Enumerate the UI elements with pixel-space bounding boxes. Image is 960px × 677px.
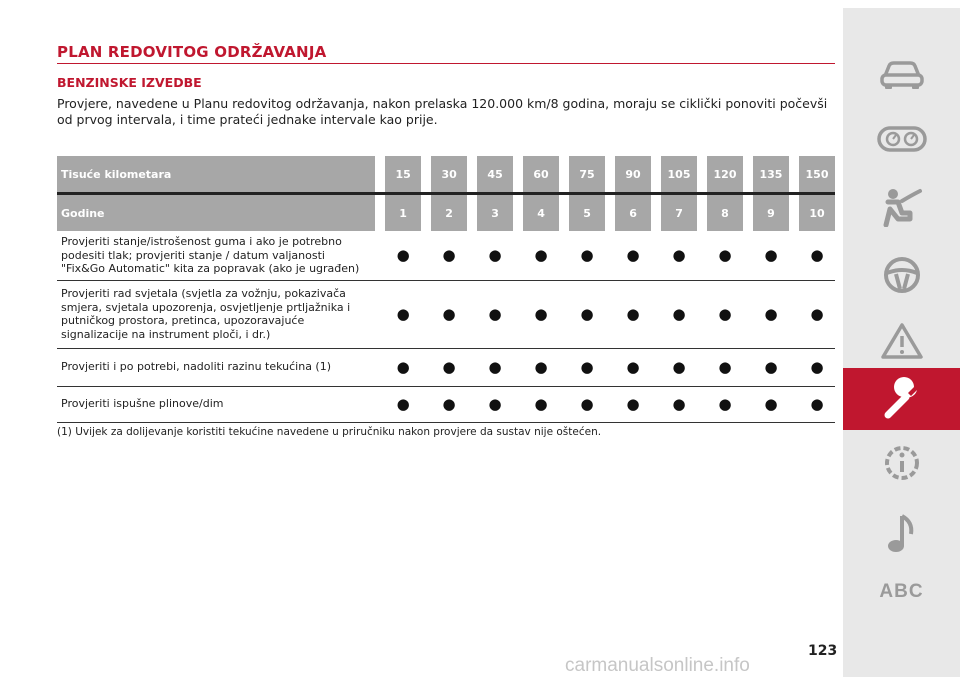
check-mark: ● bbox=[799, 280, 835, 348]
column-gap bbox=[421, 280, 431, 348]
column-gap bbox=[375, 231, 385, 280]
column-gap bbox=[743, 231, 753, 280]
check-mark: ● bbox=[753, 386, 789, 422]
column-gap bbox=[513, 156, 523, 194]
check-mark: ● bbox=[431, 386, 467, 422]
column-gap bbox=[559, 348, 569, 386]
sidebar-item-technical-data[interactable] bbox=[843, 432, 960, 494]
check-mark: ● bbox=[661, 231, 697, 280]
check-mark: ● bbox=[477, 280, 513, 348]
check-mark: ● bbox=[431, 231, 467, 280]
years-header-row-cell: 8 bbox=[707, 194, 743, 232]
check-mark: ● bbox=[615, 348, 651, 386]
watermark: carmanualsonline.info bbox=[565, 655, 750, 676]
column-gap bbox=[559, 386, 569, 422]
column-gap bbox=[697, 348, 707, 386]
music-note-icon bbox=[885, 512, 919, 554]
check-mark: ● bbox=[753, 280, 789, 348]
check-mark: ● bbox=[707, 348, 743, 386]
check-mark: ● bbox=[707, 231, 743, 280]
years-header-row-cell: 2 bbox=[431, 194, 467, 232]
column-gap bbox=[697, 156, 707, 194]
check-mark: ● bbox=[661, 348, 697, 386]
km-header-row-cell: 15 bbox=[385, 156, 421, 194]
years-header-row-label: Godine bbox=[57, 194, 375, 232]
column-gap bbox=[789, 194, 799, 232]
index-label: ABC bbox=[879, 581, 924, 602]
column-gap bbox=[559, 280, 569, 348]
check-mark: ● bbox=[431, 280, 467, 348]
column-gap bbox=[467, 156, 477, 194]
check-description: Provjeriti i po potrebi, nadoliti razinu tekućina (1) bbox=[57, 348, 375, 386]
column-gap bbox=[513, 348, 523, 386]
check-mark: ● bbox=[569, 386, 605, 422]
table-row bbox=[57, 348, 835, 386]
column-gap bbox=[559, 231, 569, 280]
column-gap bbox=[559, 194, 569, 232]
column-gap bbox=[789, 386, 799, 422]
sidebar-item-emergency[interactable] bbox=[843, 310, 960, 372]
column-gap bbox=[559, 156, 569, 194]
km-header-row-cell: 45 bbox=[477, 156, 513, 194]
check-mark: ● bbox=[569, 348, 605, 386]
table-row bbox=[57, 280, 835, 348]
check-mark: ● bbox=[477, 231, 513, 280]
car-icon bbox=[879, 60, 925, 90]
check-mark: ● bbox=[661, 280, 697, 348]
years-header-row bbox=[57, 194, 835, 232]
km-header-row bbox=[57, 156, 835, 194]
warning-icon bbox=[880, 321, 924, 361]
years-header-row-cell: 3 bbox=[477, 194, 513, 232]
page-number: 123 bbox=[808, 643, 838, 659]
column-gap bbox=[605, 231, 615, 280]
check-description: Provjeriti stanje/istrošenost guma i ako je potrebno podesiti tlak; provjeriti stanje / datum valjanosti "Fix&Go Automatic" kita za popravak (ako je ugrađen) bbox=[57, 231, 375, 280]
years-header-row-cell: 1 bbox=[385, 194, 421, 232]
column-gap bbox=[605, 156, 615, 194]
column-gap bbox=[513, 194, 523, 232]
column-gap bbox=[789, 156, 799, 194]
km-header-row-cell: 75 bbox=[569, 156, 605, 194]
column-gap bbox=[651, 156, 661, 194]
check-mark: ● bbox=[799, 348, 835, 386]
column-gap bbox=[467, 194, 477, 232]
column-gap bbox=[651, 386, 661, 422]
check-mark: ● bbox=[661, 386, 697, 422]
column-gap bbox=[513, 231, 523, 280]
column-gap bbox=[743, 156, 753, 194]
sidebar-item-dashboard[interactable] bbox=[843, 108, 960, 170]
column-gap bbox=[467, 386, 477, 422]
column-gap bbox=[697, 231, 707, 280]
sidebar-item-multimedia[interactable] bbox=[843, 502, 960, 564]
footnote: (1) Uvijek za dolijevanje koristiti tekućine navedene u priručniku nakon provjere da sustav nije oštećen. bbox=[57, 426, 602, 438]
years-header-row-cell: 4 bbox=[523, 194, 559, 232]
check-mark: ● bbox=[615, 280, 651, 348]
check-mark: ● bbox=[707, 280, 743, 348]
maintenance-table bbox=[57, 156, 835, 423]
years-header-row-cell: 6 bbox=[615, 194, 651, 232]
column-gap bbox=[467, 280, 477, 348]
sidebar-item-index[interactable] bbox=[843, 561, 960, 623]
column-gap bbox=[375, 280, 385, 348]
column-gap bbox=[605, 348, 615, 386]
chapter-sidebar bbox=[843, 8, 960, 677]
sidebar-item-maintenance[interactable] bbox=[843, 368, 960, 430]
table-row bbox=[57, 231, 835, 280]
column-gap bbox=[421, 348, 431, 386]
column-gap bbox=[605, 386, 615, 422]
column-gap bbox=[651, 280, 661, 348]
section-subtitle: BENZINSKE IZVEDBE bbox=[57, 75, 202, 90]
column-gap bbox=[697, 280, 707, 348]
check-mark: ● bbox=[477, 386, 513, 422]
technical-data-icon bbox=[881, 442, 923, 484]
check-mark: ● bbox=[385, 280, 421, 348]
column-gap bbox=[651, 231, 661, 280]
column-gap bbox=[513, 386, 523, 422]
check-mark: ● bbox=[753, 231, 789, 280]
seatbelt-icon bbox=[880, 187, 924, 227]
km-header-row-cell: 90 bbox=[615, 156, 651, 194]
years-header-row-cell: 5 bbox=[569, 194, 605, 232]
column-gap bbox=[743, 194, 753, 232]
check-mark: ● bbox=[523, 386, 559, 422]
check-mark: ● bbox=[477, 348, 513, 386]
column-gap bbox=[605, 280, 615, 348]
intro-paragraph: Provjere, navedene u Planu redovitog održavanja, nakon prelaska 120.000 km/8 godina, moraju se ciklički ponoviti počevši od prvog intervala, i time prateći jednake intervale kao prije. bbox=[57, 96, 828, 127]
column-gap bbox=[651, 194, 661, 232]
column-gap bbox=[467, 348, 477, 386]
check-mark: ● bbox=[523, 348, 559, 386]
column-gap bbox=[651, 348, 661, 386]
column-gap bbox=[421, 386, 431, 422]
wrench-icon bbox=[880, 377, 924, 421]
check-mark: ● bbox=[707, 386, 743, 422]
check-mark: ● bbox=[569, 280, 605, 348]
column-gap bbox=[697, 194, 707, 232]
column-gap bbox=[421, 156, 431, 194]
check-mark: ● bbox=[615, 231, 651, 280]
check-description: Provjeriti ispušne plinove/dim bbox=[57, 386, 375, 422]
check-mark: ● bbox=[799, 386, 835, 422]
km-header-row-cell: 120 bbox=[707, 156, 743, 194]
check-mark: ● bbox=[753, 348, 789, 386]
years-header-row-cell: 10 bbox=[799, 194, 835, 232]
column-gap bbox=[743, 386, 753, 422]
km-header-row-cell: 135 bbox=[753, 156, 789, 194]
km-header-row-cell: 30 bbox=[431, 156, 467, 194]
km-header-row-cell: 150 bbox=[799, 156, 835, 194]
check-mark: ● bbox=[799, 231, 835, 280]
check-mark: ● bbox=[569, 231, 605, 280]
check-mark: ● bbox=[523, 280, 559, 348]
column-gap bbox=[513, 280, 523, 348]
column-gap bbox=[375, 156, 385, 194]
sidebar-item-safety[interactable] bbox=[843, 176, 960, 238]
check-mark: ● bbox=[523, 231, 559, 280]
column-gap bbox=[421, 231, 431, 280]
check-mark: ● bbox=[385, 348, 421, 386]
page-title: PLAN REDOVITOG ODRŽAVANJA bbox=[57, 43, 835, 64]
sidebar-item-driving[interactable] bbox=[843, 244, 960, 306]
years-header-row-cell: 9 bbox=[753, 194, 789, 232]
km-header-row-cell: 105 bbox=[661, 156, 697, 194]
check-mark: ● bbox=[385, 386, 421, 422]
dashboard-icon bbox=[877, 125, 927, 153]
column-gap bbox=[605, 194, 615, 232]
column-gap bbox=[743, 348, 753, 386]
column-gap bbox=[743, 280, 753, 348]
steering-wheel-icon bbox=[882, 255, 922, 295]
column-gap bbox=[375, 194, 385, 232]
check-description: Provjeriti rad svjetala (svjetla za vožnju, pokazivača smjera, svjetala upozorenja, osvjetljenje prtljažnika i putničkog prostora, pretinca, upozoravajuće signalizacije na instrument ploči, i dr.) bbox=[57, 280, 375, 348]
sidebar-item-car[interactable] bbox=[843, 44, 960, 106]
column-gap bbox=[789, 348, 799, 386]
column-gap bbox=[789, 280, 799, 348]
km-header-row-label: Tisuće kilometara bbox=[57, 156, 375, 194]
years-header-row-cell: 7 bbox=[661, 194, 697, 232]
table-row bbox=[57, 386, 835, 422]
column-gap bbox=[421, 194, 431, 232]
km-header-row-cell: 60 bbox=[523, 156, 559, 194]
check-mark: ● bbox=[431, 348, 467, 386]
column-gap bbox=[375, 386, 385, 422]
column-gap bbox=[697, 386, 707, 422]
check-mark: ● bbox=[615, 386, 651, 422]
column-gap bbox=[467, 231, 477, 280]
column-gap bbox=[375, 348, 385, 386]
column-gap bbox=[789, 231, 799, 280]
check-mark: ● bbox=[385, 231, 421, 280]
